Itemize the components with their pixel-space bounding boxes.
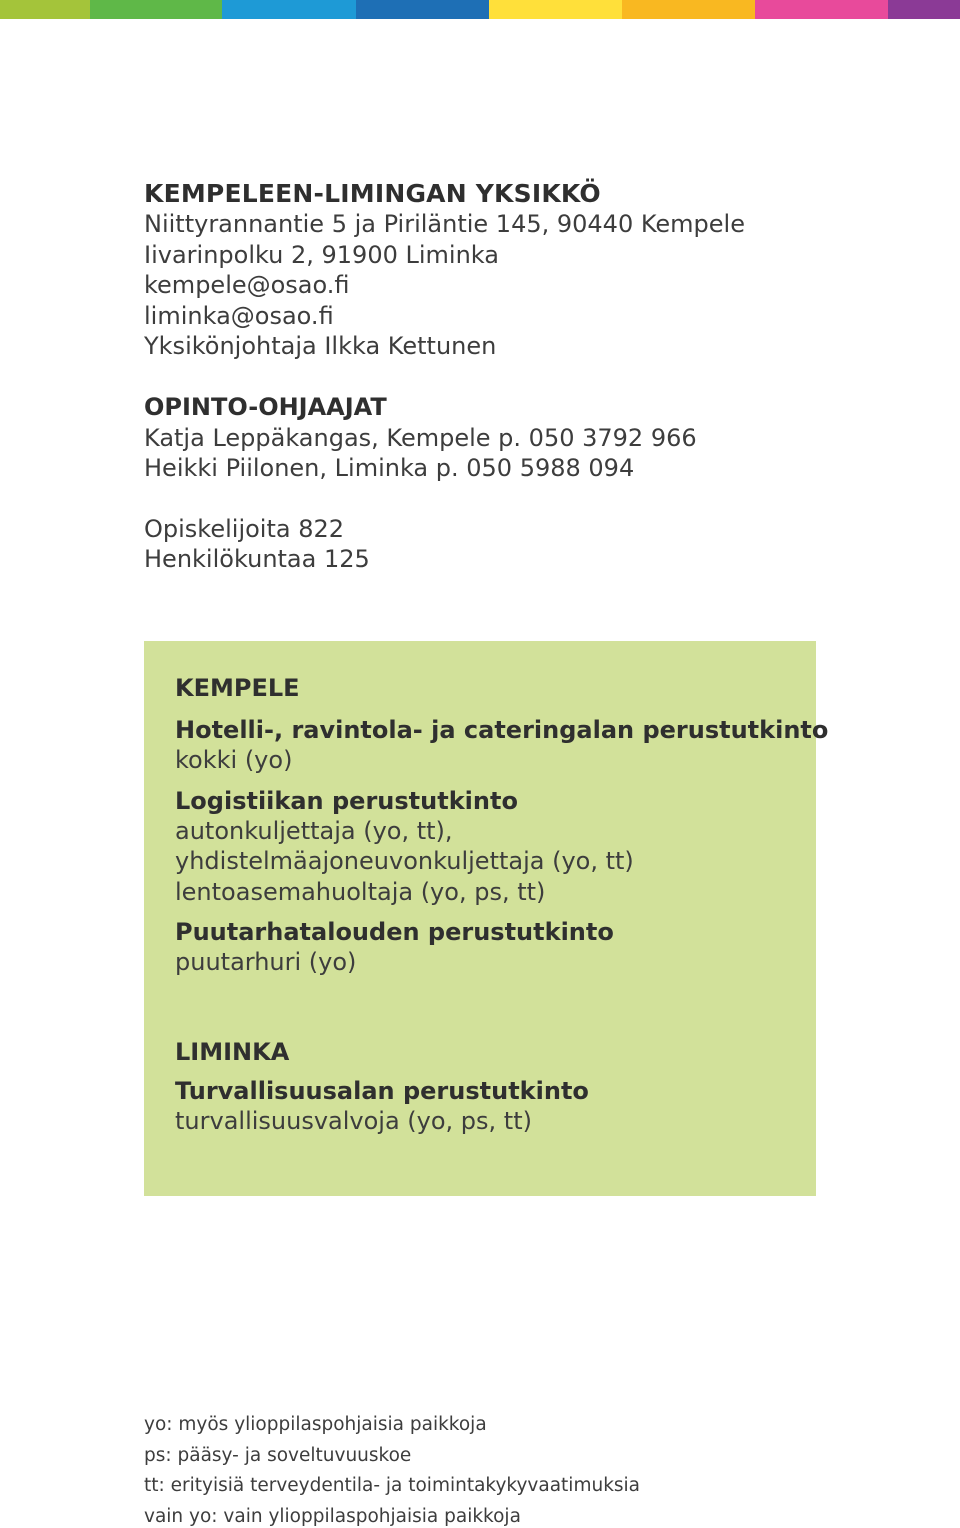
program-job: puutarhuri (yo) [175,948,357,976]
program-title: Turvallisuusalan perustutkinto [175,1076,589,1105]
location-liminka: LIMINKA [175,1037,290,1066]
program-title: Logistiikan perustutkinto [175,786,518,815]
students-count: Opiskelijoita 822 [144,514,345,543]
unit-address-kempele: Niittyrannantie 5 ja Piriläntie 145, 90440 Kempele [144,210,745,238]
program-logistics [175,786,816,908]
program-title: Hotelli-, ravintola- ja cateringalan perustutkinto [175,716,829,744]
unit-address-liminka: Iivarinpolku 2, 91900 Liminka [144,240,499,269]
unit-stats [144,514,844,575]
program-job: lentoasemahuoltaja (yo, ps, tt) [175,877,546,906]
program-job: turvallisuusvalvoja (yo, ps, tt) [175,1106,532,1135]
program-security [175,1076,816,1137]
color-strip-segment [90,0,222,19]
unit-info [144,178,844,575]
program-job: kokki (yo) [175,746,293,774]
program-title: Puutarhatalouden perustutkinto [175,918,614,946]
counselors-title: OPINTO-OHJAAJAT [144,392,387,421]
unit-email-kempele[interactable]: kempele@osao.fi [144,271,350,299]
programs-box [144,641,829,1196]
staff-count: Henkilökuntaa 125 [144,545,370,573]
program-hotel [175,715,829,776]
color-strip-segment [356,0,489,19]
unit-email-liminka[interactable]: liminka@osao.fi [144,301,334,330]
program-job: yhdistelmäajoneuvonkuljettaja (yo, tt) [175,847,634,875]
color-strip-segment [489,0,622,19]
color-strip-segment [888,0,960,19]
color-strip-segment [0,0,90,19]
color-strip-segment [755,0,888,19]
counselor-liminka: Heikki Piilonen, Liminka p. 050 5988 094 [144,454,635,482]
program-garden [175,917,816,978]
legend-item: tt: erityisiä terveydentila- ja toimintakykyvaatimuksia [144,1475,641,1496]
legend-item: yo: myös ylioppilaspohjaisia paikkoja [144,1414,487,1435]
legend-item: vain yo: vain ylioppilaspohjaisia paikkoja [144,1505,521,1527]
location-kempele: KEMPELE [175,674,300,702]
unit-title: KEMPELEEN-LIMINGAN YKSIKKÖ [144,179,601,208]
legend-item: ps: pääsy- ja soveltuvuuskoe [144,1444,412,1466]
program-job: autonkuljettaja (yo, tt), [175,816,453,845]
color-strip [0,0,960,19]
abbreviation-legend [144,1410,844,1528]
counselor-kempele: Katja Leppäkangas, Kempele p. 050 3792 966 [144,423,697,452]
unit-director: Yksikönjohtaja Ilkka Kettunen [144,332,497,360]
color-strip-segment [622,0,755,19]
color-strip-segment [222,0,356,19]
